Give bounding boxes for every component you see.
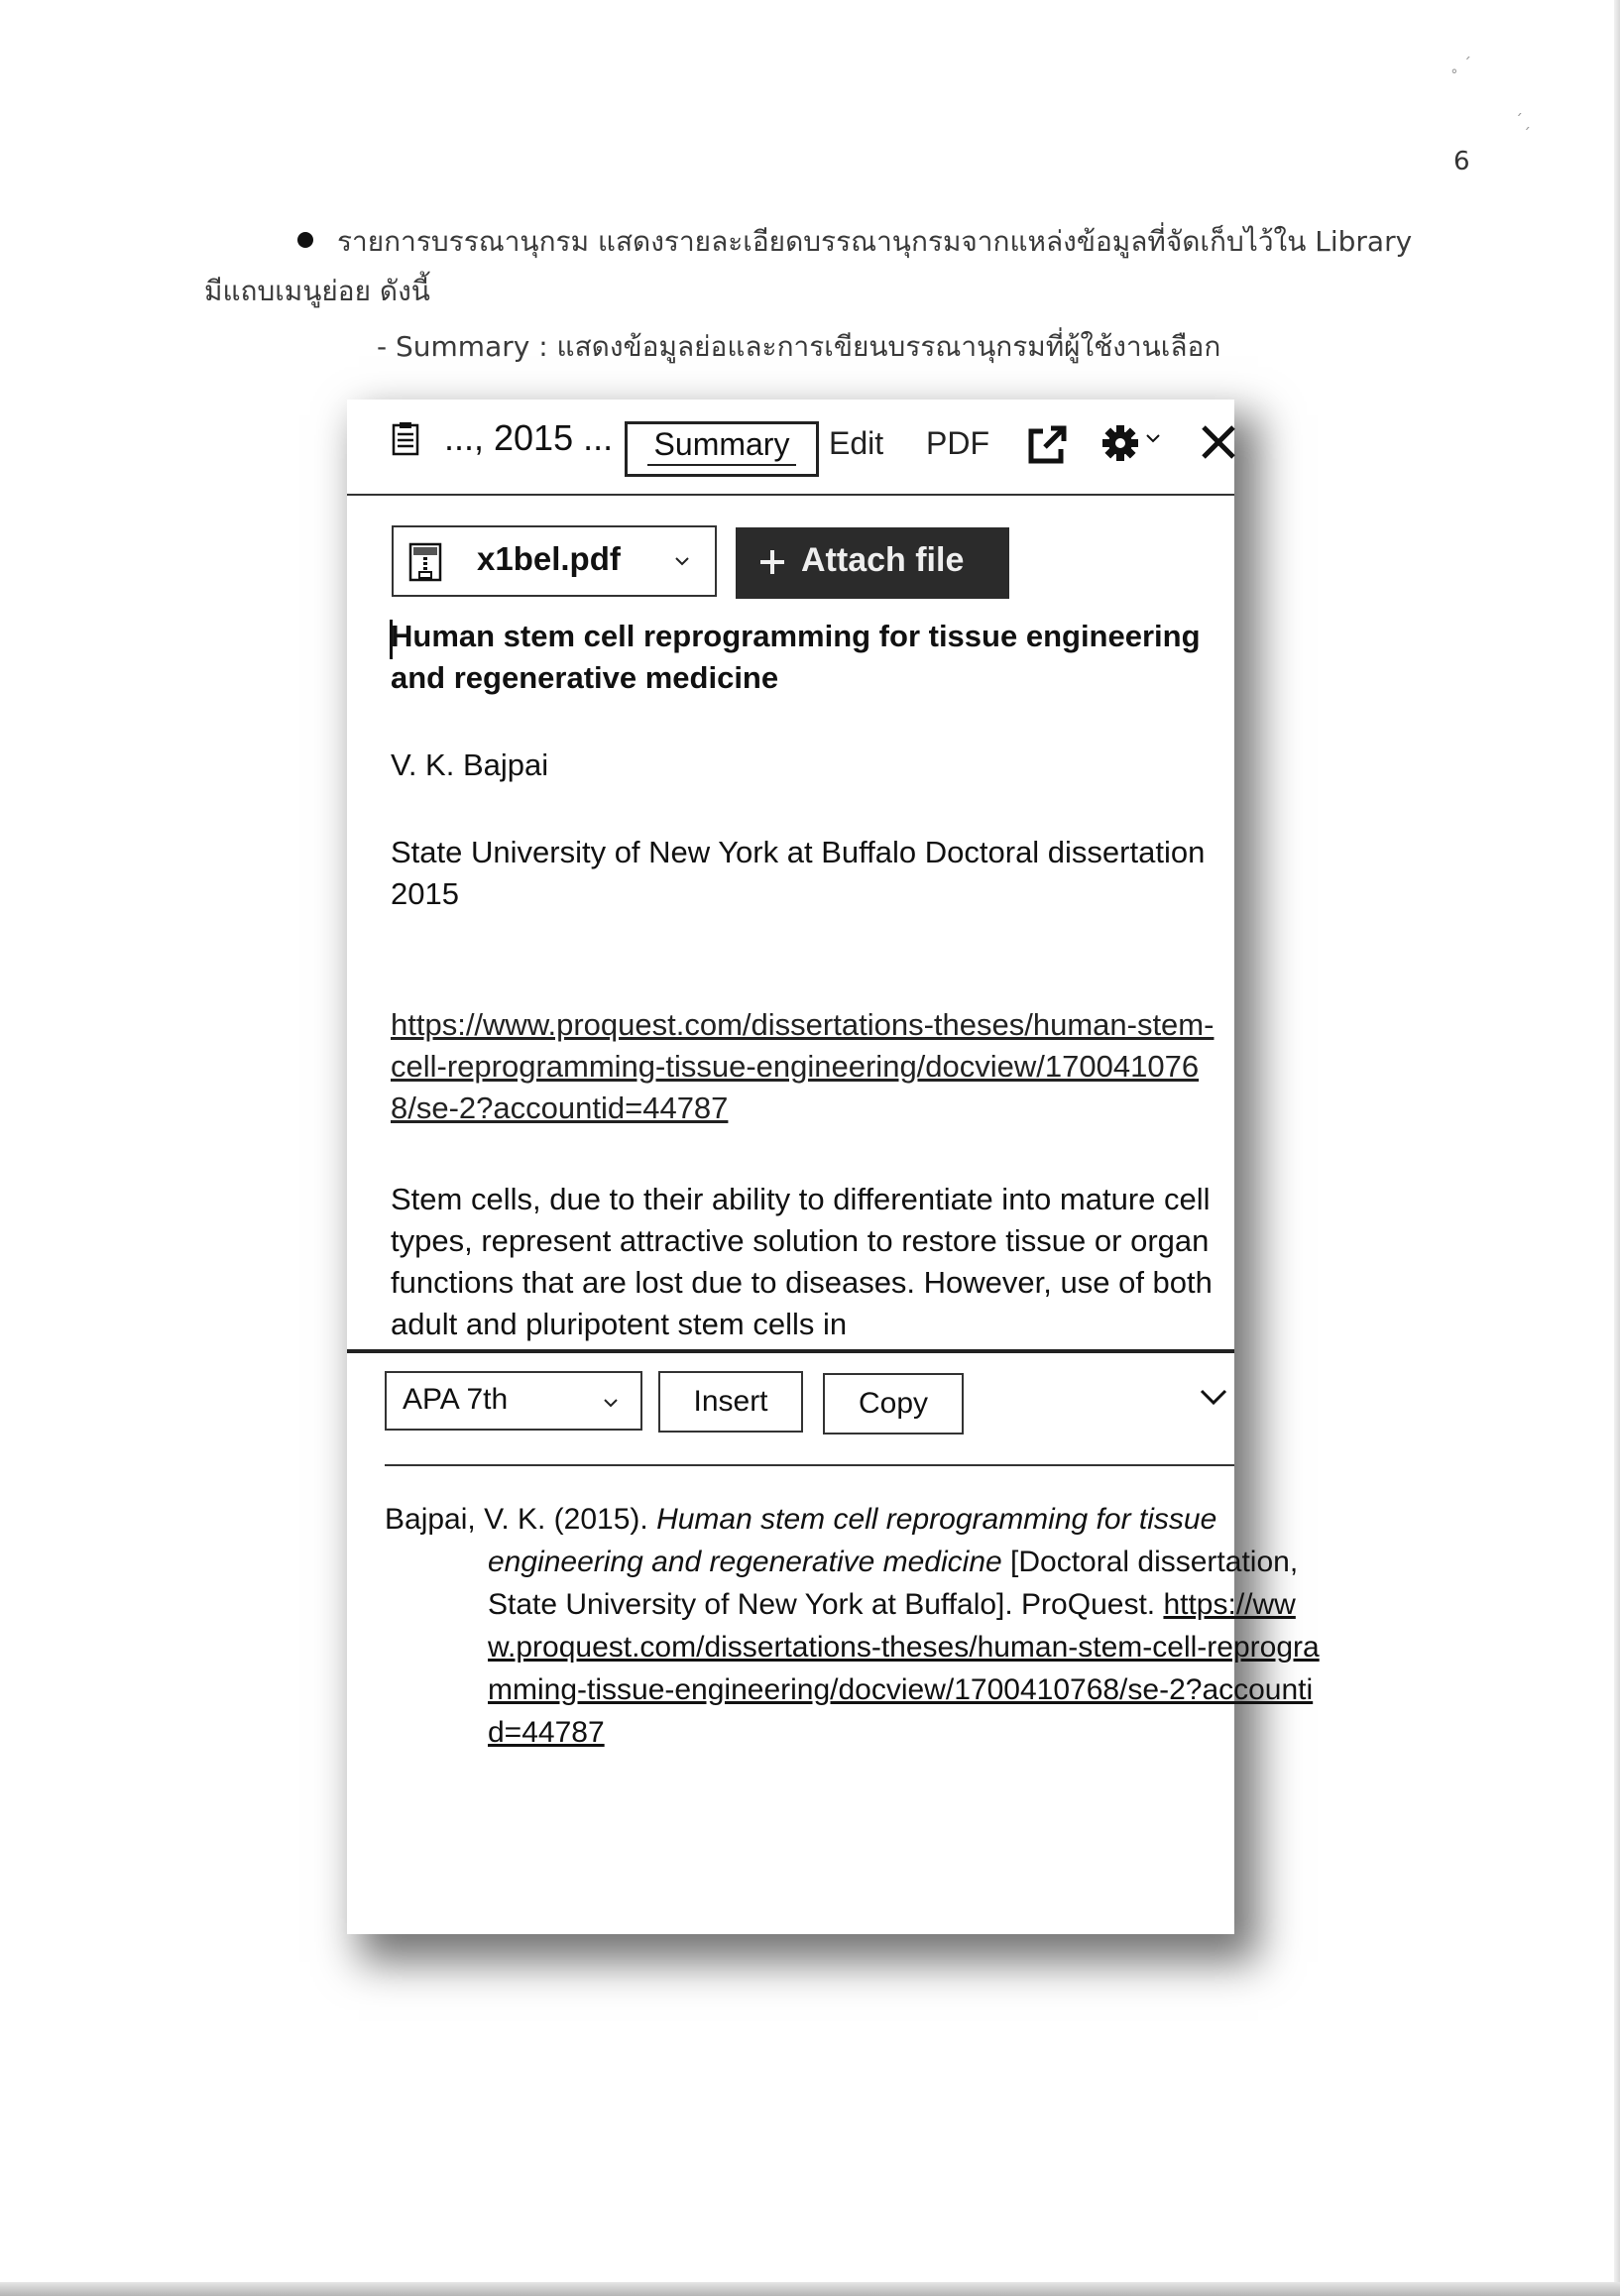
summary-abstract-viewport [347,1179,1234,1347]
citation-author-year: Bajpai, V. K. (2015). [385,1503,657,1536]
summary-author: V. K. Bajpai [391,747,549,782]
plus-icon [757,547,787,577]
reference-panel [347,400,1320,1934]
citation-style-value: APA 7th [403,1383,509,1416]
scan-speck: ˊˏ [1515,111,1531,130]
chevron-down-icon[interactable] [1144,429,1162,447]
scan-speck: ˳ ˊ [1449,55,1471,73]
tab-summary-underline [647,464,796,466]
bullet-text: รายการบรรณานุกรม แสดงรายละเอียดบรรณานุกรมจากแหล่งข้อมูลที่จัดเก็บไว้ใน Library [337,225,1413,258]
page-number: 6 [1453,147,1470,176]
citation-title: Human stem cell reprogramming for tissue engineering and regenerative medicine [488,1503,1217,1578]
chevron-down-icon [674,555,690,567]
attach-file-button[interactable] [736,527,1009,599]
scan-edge-right [1614,0,1620,2296]
scan-edge-bottom [0,2282,1620,2296]
reference-short-title: ..., 2015 ... [444,417,614,458]
tab-summary-label: Summary [653,426,790,462]
copy-citation-button[interactable]: Copy [823,1373,964,1435]
tab-edit[interactable]: Edit [829,425,884,461]
sub-item-summary: - Summary : แสดงข้อมูลย่อและการเขียนบรรณานุกรมที่ผู้ใช้งานเลือก [377,330,1221,363]
bullet-dot [297,232,313,248]
gear-icon[interactable] [1100,423,1140,463]
citation-style-select[interactable] [385,1371,642,1431]
open-external-icon[interactable] [1025,423,1069,467]
insert-citation-button[interactable]: Insert [658,1371,803,1433]
citation-divider [385,1464,1234,1466]
expand-chevron-icon[interactable] [1200,1387,1227,1407]
summary-abstract: Stem cells, due to their ability to differentiate into mature cell types, represent attractive solution to restore tissue or organ functions that are lost due to diseases. However, use of both adult and pluripotent stem cells in [391,1182,1213,1341]
attachment-file-select[interactable] [392,525,717,597]
summary-institution: State University of New York at Buffalo Doctoral dissertation 2015 [391,835,1206,911]
attach-file-label: Attach file [801,541,965,579]
chevron-down-icon [603,1397,619,1409]
citation-url-link[interactable]: https://www.proquest.com/dissertations-theses/human-stem-cell-reprogramming-tissue-engineering/docview/1700410768/se-2?accountid=44787 [488,1588,1320,1749]
formatted-citation [385,1498,1321,1754]
bullet-continuation: มีแถบเมนูย่อย ดังนี้ [204,275,430,307]
summary-url-link[interactable]: https://www.proquest.com/dissertations-theses/human-stem-cell-reprogramming-tissue-engineering/docview/1700410768/se-2?accountid=44787 [391,1007,1215,1125]
attachment-file-name: x1bel.pdf [477,540,621,577]
tab-summary[interactable] [625,421,819,477]
tab-pdf[interactable]: PDF [926,425,989,461]
zip-file-icon [409,543,441,581]
summary-title: Human stem cell reprogramming for tissue engineering and regenerative medicine [391,619,1201,695]
citation-rest: [Doctoral dissertation, State University of New York at Buffalo]. ProQuest. [488,1546,1299,1621]
bullet-item [297,220,1412,264]
close-icon[interactable] [1200,423,1237,461]
citation-bar-divider [347,1349,1234,1353]
clipboard-document-icon[interactable] [393,421,418,455]
